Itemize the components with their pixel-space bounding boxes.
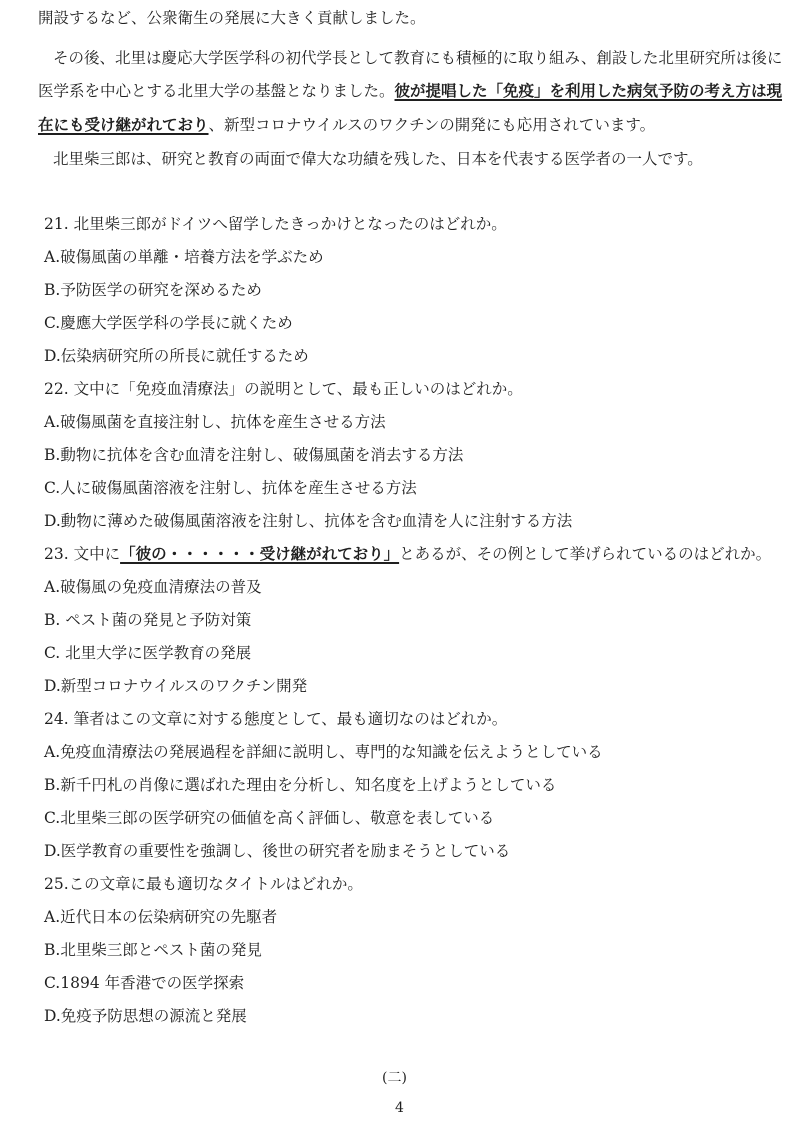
page-number: 4 [395,1100,404,1116]
answer-option: A.破傷風菌の単離・培養方法を学ぶため [44,248,324,266]
question-stem: 24. 筆者はこの文章に対する態度として、最も適切なのはどれか。 [44,710,508,728]
section-marker: (二) [382,1070,407,1086]
question-stem [44,544,771,564]
passage-line-4 [38,115,655,135]
answer-option: C.1894 年香港での医学探索 [44,974,245,992]
question-stem: 25.この文章に最も適切なタイトルはどれか。 [44,875,363,893]
answer-option: D.医学教育の重要性を強調し、後世の研究者を励まそうとしている [44,842,511,860]
answer-option: A.破傷風の免疫血清療法の普及 [44,578,262,596]
passage-line-5: 北里柴三郎は、研究と教育の両面で偉大な功績を残した、日本を代表する医学者の一人です。 [53,150,703,168]
answer-option: B.北里柴三郎とペスト菌の発見 [44,941,262,959]
question-stem: 21. 北里柴三郎がドイツへ留学したきっかけとなったのはどれか。 [44,215,507,233]
answer-option: D.伝染病研究所の所長に就任するため [44,347,309,365]
answer-option: A.免疫血清療法の発展過程を詳細に説明し、専門的な知識を伝えようとしている [44,743,603,761]
answer-option: B.動物に抗体を含む血清を注射し、破傷風菌を消去する方法 [44,446,464,464]
answer-option: B. ペスト菌の発見と予防対策 [44,611,252,629]
question-stem: 22. 文中に「免疫血清療法」の説明として、最も正しいのはどれか。 [44,380,523,398]
underlined-phrase-part-1: 彼が提唱した「免疫」を利用した病気予防の考え方は現 [394,81,783,100]
answer-option: A.近代日本の伝染病研究の先駆者 [44,908,278,926]
answer-option: D.動物に薄めた破傷風菌溶液を注射し、抗体を含む血清を人に注射する方法 [44,512,573,530]
passage-line-2: その後、北里は慶応大学医学科の初代学長として教育にも積極的に取り組み、創設した北里研究所は後に [53,49,783,67]
answer-option: D.免疫予防思想の源流と発展 [44,1007,247,1025]
question-stem-quote: 「彼の・・・・・・受け継がれており」 [120,544,400,563]
underlined-phrase-part-2: 在にも受け継がれており [38,115,209,134]
question-stem-prefix: 23. 文中に [44,545,121,563]
answer-option: C.人に破傷風菌溶液を注射し、抗体を産生させる方法 [44,479,417,497]
answer-option: B.予防医学の研究を深めるため [44,281,262,299]
answer-option: D.新型コロナウイルスのワクチン開発 [44,677,308,695]
passage-line-1: 開設するなど、公衆衛生の発展に大きく貢献しました。 [38,9,426,27]
passage-line-3 [38,81,782,101]
answer-option: B.新千円札の肖像に選ばれた理由を分析し、知名度を上げようとしている [44,776,557,794]
answer-option: C.北里柴三郎の医学研究の価値を高く評価し、敬意を表している [44,809,495,827]
answer-option: A.破傷風菌を直接注射し、抗体を産生させる方法 [44,413,386,431]
answer-option: C. 北里大学に医学教育の発展 [44,644,252,662]
passage-line-4-plain: 、新型コロナウイルスのワクチンの開発にも応用されています。 [208,116,656,134]
answer-option: C.慶應大学医学科の学長に就くため [44,314,293,332]
question-stem-suffix: とあるが、その例として挙げられているのはどれか。 [399,545,772,563]
passage-line-3-plain: 医学系を中心とする北里大学の基盤となりました。 [38,82,395,100]
